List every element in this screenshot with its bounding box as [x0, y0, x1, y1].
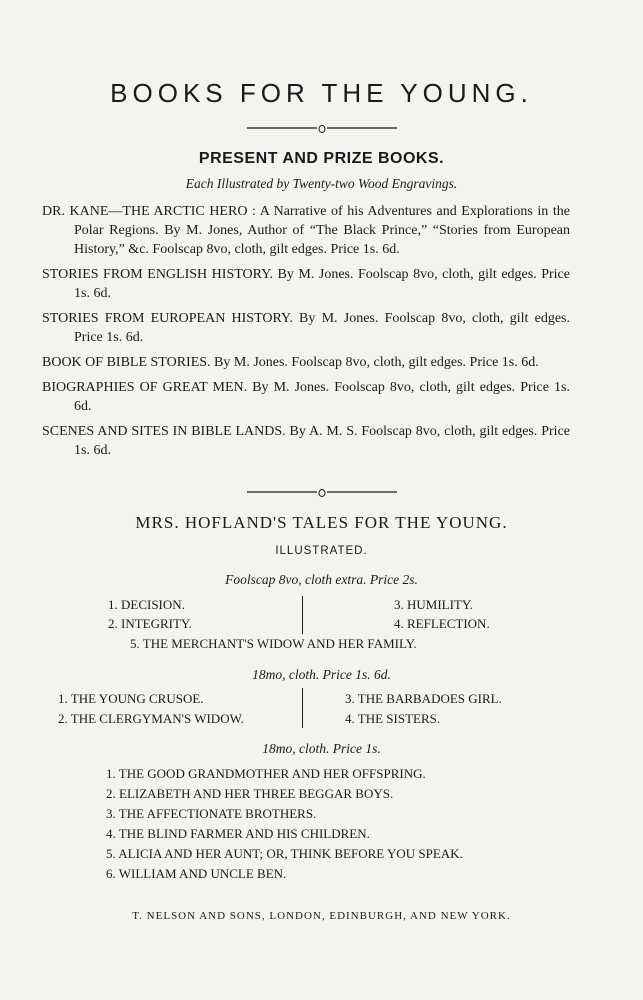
- column-divider: [302, 688, 303, 728]
- list-item: 2. INTEGRITY.: [108, 616, 192, 631]
- group-subtitle: 18mo, cloth. Price 1s. 6d.: [252, 667, 391, 682]
- list-item: 6. WILLIAM AND UNCLE BEN.: [106, 866, 287, 881]
- list-item: 5. THE MERCHANT'S WIDOW AND HER FAMILY.: [130, 636, 417, 651]
- section-subtitle: Each Illustrated by Twenty-two Wood Engravings.: [185, 176, 458, 191]
- list-item: 3. THE AFFECTIONATE BROTHERS.: [106, 806, 317, 821]
- list-item: 2. THE CLERGYMAN'S WIDOW.: [58, 711, 244, 726]
- ornamental-divider: [0, 122, 643, 134]
- list-item: 4. THE SISTERS.: [345, 711, 441, 726]
- list-item: 1. THE GOOD GRANDMOTHER AND HER OFFSPRING.: [106, 766, 426, 781]
- group-subtitle: Foolscap 8vo, cloth extra. Price 2s.: [225, 572, 418, 587]
- book-entry: DR. KANE—THE ARCTIC HERO : A Narrative of his Adventures and Explorations in the Polar Regions. By M. Jones, Author of “The Black Prince,” “Stories from European History,” &c. Foolscap 8vo, cloth, gilt edges. Price 1s. 6d.: [42, 204, 570, 257]
- book-entry: BOOK OF BIBLE STORIES. By M. Jones. Foolscap 8vo, cloth, gilt edges. Price 1s. 6d.: [42, 355, 539, 370]
- list-item: 1. THE YOUNG CRUSOE.: [58, 691, 204, 706]
- page-title: BOOKS FOR THE YOUNG.: [110, 78, 533, 108]
- list-item: 1. DECISION.: [108, 597, 185, 612]
- book-entry: STORIES FROM ENGLISH HISTORY. By M. Jones. Foolscap 8vo, cloth, gilt edges. Price 1s. 6d.: [42, 267, 570, 301]
- book-entry-list: [42, 202, 570, 466]
- book-entry: STORIES FROM EUROPEAN HISTORY. By M. Jones. Foolscap 8vo, cloth, gilt edges. Price 1s. 6d.: [42, 311, 570, 345]
- illustrated-label: ILLUSTRATED.: [275, 545, 368, 557]
- list-item: 3. THE BARBADOES GIRL.: [345, 691, 502, 706]
- column-divider: [302, 596, 303, 634]
- section-heading-hofland: MRS. HOFLAND'S TALES FOR THE YOUNG.: [135, 513, 508, 532]
- ornamental-divider: [0, 486, 643, 498]
- publisher-footer: T. NELSON AND SONS, LONDON, EDINBURGH, AND NEW YORK.: [132, 910, 511, 922]
- list-item: 2. ELIZABETH AND HER THREE BEGGAR BOYS.: [106, 786, 394, 801]
- group-subtitle: 18mo, cloth. Price 1s.: [262, 741, 381, 756]
- list-item: 5. ALICIA AND HER AUNT; OR, THINK BEFORE YOU SPEAK.: [106, 846, 463, 861]
- book-entry: SCENES AND SITES IN BIBLE LANDS. By A. M. S. Foolscap 8vo, cloth, gilt edges. Price 1s. 6d.: [42, 424, 570, 458]
- list-item: 4. THE BLIND FARMER AND HIS CHILDREN.: [106, 826, 370, 841]
- list-item: 3. HUMILITY.: [394, 597, 473, 612]
- section-heading-present-prize: PRESENT AND PRIZE BOOKS.: [198, 150, 445, 167]
- book-entry: BIOGRAPHIES OF GREAT MEN. By M. Jones. Foolscap 8vo, cloth, gilt edges. Price 1s. 6d.: [42, 380, 570, 414]
- list-item: 4. REFLECTION.: [394, 616, 490, 631]
